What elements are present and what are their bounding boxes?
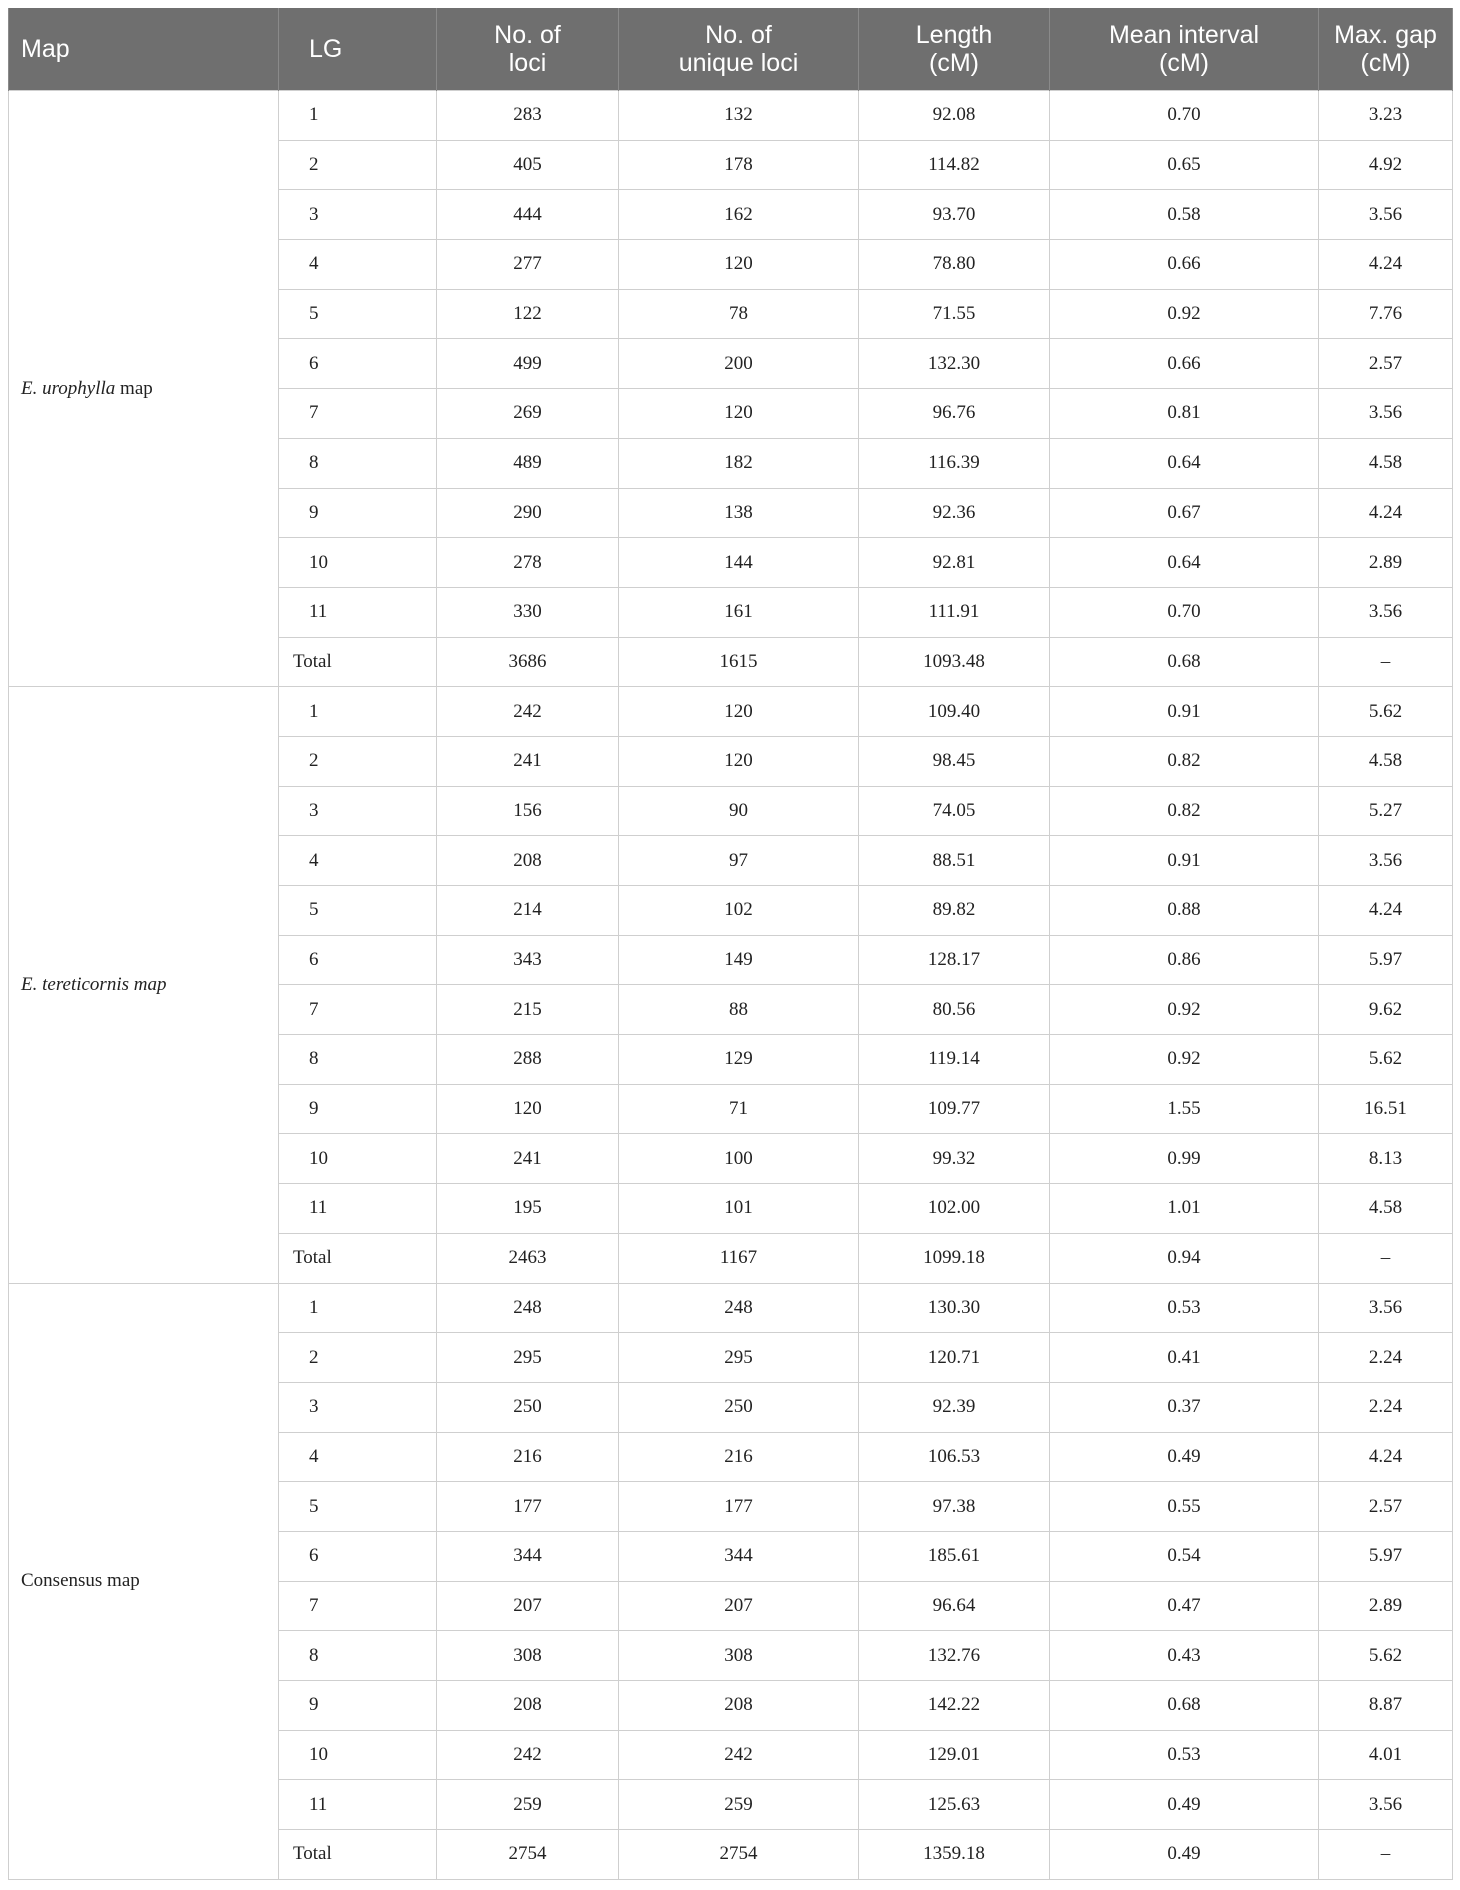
cell-no-of-unique-loci: 97: [619, 836, 859, 886]
cell-mean-interval: 0.70: [1050, 91, 1319, 141]
cell-no-of-unique-loci: 295: [619, 1333, 859, 1383]
cell-no-of-loci: 343: [437, 935, 619, 985]
cell-lg: 10: [279, 1730, 437, 1780]
cell-max-gap: 3.56: [1319, 1283, 1453, 1333]
cell-no-of-loci: 405: [437, 140, 619, 190]
map-name-suffix: map: [115, 377, 153, 399]
cell-mean-interval: 0.64: [1050, 438, 1319, 488]
cell-no-of-loci: 499: [437, 339, 619, 389]
cell-lg: Total: [279, 1830, 437, 1880]
map-species-name: E. urophylla: [21, 377, 116, 399]
cell-length: 130.30: [859, 1283, 1050, 1333]
cell-no-of-unique-loci: 308: [619, 1631, 859, 1681]
cell-mean-interval: 0.65: [1050, 140, 1319, 190]
cell-max-gap: 2.57: [1319, 339, 1453, 389]
cell-no-of-unique-loci: 177: [619, 1482, 859, 1532]
cell-no-of-loci: 269: [437, 389, 619, 439]
cell-max-gap: 5.62: [1319, 687, 1453, 737]
cell-no-of-loci: 3686: [437, 637, 619, 687]
cell-no-of-loci: 283: [437, 91, 619, 141]
cell-no-of-loci: 195: [437, 1184, 619, 1234]
cell-no-of-loci: 259: [437, 1780, 619, 1830]
cell-mean-interval: 0.58: [1050, 190, 1319, 240]
cell-no-of-unique-loci: 161: [619, 587, 859, 637]
cell-no-of-unique-loci: 102: [619, 886, 859, 936]
cell-max-gap: 2.24: [1319, 1382, 1453, 1432]
cell-lg: 9: [279, 488, 437, 538]
cell-no-of-unique-loci: 101: [619, 1184, 859, 1234]
map-name-tereticornis: [9, 687, 279, 1283]
cell-max-gap: 2.89: [1319, 538, 1453, 588]
cell-mean-interval: 0.81: [1050, 389, 1319, 439]
cell-mean-interval: 0.47: [1050, 1581, 1319, 1631]
cell-length: 92.08: [859, 91, 1050, 141]
cell-no-of-loci: 295: [437, 1333, 619, 1383]
cell-max-gap: 4.01: [1319, 1730, 1453, 1780]
cell-no-of-loci: 214: [437, 886, 619, 936]
cell-length: 106.53: [859, 1432, 1050, 1482]
cell-max-gap: 4.92: [1319, 140, 1453, 190]
cell-max-gap: 4.58: [1319, 736, 1453, 786]
table-row: [9, 1283, 1453, 1333]
cell-length: 132.76: [859, 1631, 1050, 1681]
cell-no-of-unique-loci: 78: [619, 289, 859, 339]
cell-length: 185.61: [859, 1531, 1050, 1581]
cell-no-of-unique-loci: 132: [619, 91, 859, 141]
cell-no-of-loci: 330: [437, 587, 619, 637]
cell-no-of-loci: 122: [437, 289, 619, 339]
table-row: [9, 687, 1453, 737]
cell-no-of-unique-loci: 248: [619, 1283, 859, 1333]
cell-no-of-unique-loci: 149: [619, 935, 859, 985]
cell-lg: 6: [279, 1531, 437, 1581]
cell-max-gap: 4.24: [1319, 488, 1453, 538]
cell-lg: 5: [279, 886, 437, 936]
cell-lg: 2: [279, 736, 437, 786]
cell-max-gap: 4.24: [1319, 240, 1453, 290]
cell-no-of-loci: 444: [437, 190, 619, 240]
cell-no-of-unique-loci: 120: [619, 240, 859, 290]
cell-max-gap: 3.56: [1319, 389, 1453, 439]
cell-length: 109.77: [859, 1084, 1050, 1134]
linkage-map-table-container: [8, 8, 1452, 1880]
cell-length: 109.40: [859, 687, 1050, 737]
cell-lg: Total: [279, 637, 437, 687]
cell-max-gap: 5.62: [1319, 1631, 1453, 1681]
cell-mean-interval: 0.70: [1050, 587, 1319, 637]
cell-max-gap: 8.87: [1319, 1681, 1453, 1731]
cell-no-of-unique-loci: 90: [619, 786, 859, 836]
cell-lg: 4: [279, 836, 437, 886]
cell-no-of-unique-loci: 178: [619, 140, 859, 190]
cell-mean-interval: 0.41: [1050, 1333, 1319, 1383]
cell-length: 89.82: [859, 886, 1050, 936]
cell-max-gap: 3.56: [1319, 1780, 1453, 1830]
header-length: Length (cM): [859, 8, 1050, 91]
cell-length: 96.76: [859, 389, 1050, 439]
cell-mean-interval: 0.82: [1050, 736, 1319, 786]
cell-lg: 11: [279, 587, 437, 637]
cell-no-of-loci: 215: [437, 985, 619, 1035]
cell-no-of-loci: 241: [437, 736, 619, 786]
cell-length: 88.51: [859, 836, 1050, 886]
cell-no-of-loci: 308: [437, 1631, 619, 1681]
cell-lg: 3: [279, 786, 437, 836]
cell-no-of-unique-loci: 88: [619, 985, 859, 1035]
cell-max-gap: 3.23: [1319, 91, 1453, 141]
cell-mean-interval: 0.54: [1050, 1531, 1319, 1581]
cell-length: 111.91: [859, 587, 1050, 637]
cell-no-of-loci: 288: [437, 1035, 619, 1085]
cell-max-gap: 5.97: [1319, 1531, 1453, 1581]
cell-length: 120.71: [859, 1333, 1050, 1383]
cell-lg: 1: [279, 1283, 437, 1333]
cell-mean-interval: 0.92: [1050, 985, 1319, 1035]
cell-lg: 3: [279, 190, 437, 240]
cell-max-gap: 4.24: [1319, 1432, 1453, 1482]
cell-mean-interval: 0.37: [1050, 1382, 1319, 1432]
cell-no-of-unique-loci: 1615: [619, 637, 859, 687]
cell-max-gap: 8.13: [1319, 1134, 1453, 1184]
cell-length: 102.00: [859, 1184, 1050, 1234]
table-body: [9, 91, 1453, 1880]
cell-length: 125.63: [859, 1780, 1050, 1830]
cell-lg: 8: [279, 438, 437, 488]
cell-length: 96.64: [859, 1581, 1050, 1631]
cell-mean-interval: 0.68: [1050, 1681, 1319, 1731]
cell-lg: 10: [279, 1134, 437, 1184]
cell-no-of-unique-loci: 250: [619, 1382, 859, 1432]
cell-mean-interval: 0.88: [1050, 886, 1319, 936]
cell-mean-interval: 1.55: [1050, 1084, 1319, 1134]
cell-no-of-unique-loci: 129: [619, 1035, 859, 1085]
cell-max-gap: 9.62: [1319, 985, 1453, 1035]
cell-no-of-loci: 344: [437, 1531, 619, 1581]
cell-lg: 1: [279, 687, 437, 737]
cell-no-of-unique-loci: 120: [619, 736, 859, 786]
cell-no-of-unique-loci: 344: [619, 1531, 859, 1581]
cell-lg: 6: [279, 935, 437, 985]
cell-max-gap: 7.76: [1319, 289, 1453, 339]
cell-no-of-loci: 208: [437, 1681, 619, 1731]
cell-max-gap: 3.56: [1319, 587, 1453, 637]
table-row: [9, 91, 1453, 141]
cell-length: 116.39: [859, 438, 1050, 488]
cell-lg: 1: [279, 91, 437, 141]
cell-mean-interval: 0.43: [1050, 1631, 1319, 1681]
cell-no-of-unique-loci: 200: [619, 339, 859, 389]
cell-lg: 4: [279, 1432, 437, 1482]
cell-length: 1359.18: [859, 1830, 1050, 1880]
cell-mean-interval: 1.01: [1050, 1184, 1319, 1234]
cell-no-of-loci: 2754: [437, 1830, 619, 1880]
cell-length: 119.14: [859, 1035, 1050, 1085]
header-lg: LG: [279, 8, 437, 91]
cell-mean-interval: 0.55: [1050, 1482, 1319, 1532]
cell-length: 114.82: [859, 140, 1050, 190]
cell-max-gap: 5.97: [1319, 935, 1453, 985]
cell-max-gap: –: [1319, 1233, 1453, 1283]
map-name-suffix: Consensus map: [21, 1570, 140, 1592]
cell-length: 1093.48: [859, 637, 1050, 687]
cell-no-of-unique-loci: 120: [619, 389, 859, 439]
cell-no-of-unique-loci: 138: [619, 488, 859, 538]
cell-max-gap: –: [1319, 637, 1453, 687]
cell-length: 98.45: [859, 736, 1050, 786]
cell-mean-interval: 0.53: [1050, 1730, 1319, 1780]
cell-lg: Total: [279, 1233, 437, 1283]
cell-length: 71.55: [859, 289, 1050, 339]
cell-no-of-loci: 120: [437, 1084, 619, 1134]
map-name-consensus: [9, 1283, 279, 1879]
header-max-gap: Max. gap (cM): [1319, 8, 1453, 91]
cell-length: 78.80: [859, 240, 1050, 290]
cell-length: 80.56: [859, 985, 1050, 1035]
cell-lg: 9: [279, 1681, 437, 1731]
cell-length: 99.32: [859, 1134, 1050, 1184]
cell-mean-interval: 0.64: [1050, 538, 1319, 588]
cell-lg: 8: [279, 1035, 437, 1085]
cell-max-gap: 3.56: [1319, 836, 1453, 886]
cell-no-of-loci: 241: [437, 1134, 619, 1184]
header-map: Map: [9, 8, 279, 91]
cell-length: 132.30: [859, 339, 1050, 389]
cell-lg: 5: [279, 1482, 437, 1532]
cell-lg: 3: [279, 1382, 437, 1432]
header-no-of-loci: No. of loci: [437, 8, 619, 91]
cell-mean-interval: 0.49: [1050, 1432, 1319, 1482]
cell-mean-interval: 0.86: [1050, 935, 1319, 985]
cell-no-of-unique-loci: 1167: [619, 1233, 859, 1283]
cell-mean-interval: 0.94: [1050, 1233, 1319, 1283]
cell-no-of-loci: 290: [437, 488, 619, 538]
cell-lg: 2: [279, 1333, 437, 1383]
cell-lg: 11: [279, 1184, 437, 1234]
cell-max-gap: 3.56: [1319, 190, 1453, 240]
cell-length: 129.01: [859, 1730, 1050, 1780]
cell-max-gap: 2.57: [1319, 1482, 1453, 1532]
cell-mean-interval: 0.82: [1050, 786, 1319, 836]
cell-lg: 7: [279, 985, 437, 1035]
cell-lg: 6: [279, 339, 437, 389]
cell-length: 74.05: [859, 786, 1050, 836]
cell-lg: 2: [279, 140, 437, 190]
cell-length: 1099.18: [859, 1233, 1050, 1283]
cell-no-of-unique-loci: 162: [619, 190, 859, 240]
cell-lg: 8: [279, 1631, 437, 1681]
cell-no-of-unique-loci: 208: [619, 1681, 859, 1731]
cell-no-of-unique-loci: 182: [619, 438, 859, 488]
cell-mean-interval: 0.67: [1050, 488, 1319, 538]
cell-mean-interval: 0.49: [1050, 1830, 1319, 1880]
cell-max-gap: 5.62: [1319, 1035, 1453, 1085]
cell-mean-interval: 0.91: [1050, 687, 1319, 737]
cell-no-of-loci: 277: [437, 240, 619, 290]
cell-max-gap: 4.58: [1319, 438, 1453, 488]
cell-length: 97.38: [859, 1482, 1050, 1532]
header-row: [9, 8, 1453, 91]
cell-length: 92.81: [859, 538, 1050, 588]
cell-no-of-loci: 248: [437, 1283, 619, 1333]
cell-no-of-unique-loci: 120: [619, 687, 859, 737]
linkage-map-table: [8, 8, 1453, 1880]
cell-no-of-loci: 242: [437, 1730, 619, 1780]
cell-length: 93.70: [859, 190, 1050, 240]
cell-no-of-loci: 489: [437, 438, 619, 488]
cell-no-of-loci: 2463: [437, 1233, 619, 1283]
cell-no-of-unique-loci: 242: [619, 1730, 859, 1780]
cell-lg: 11: [279, 1780, 437, 1830]
cell-no-of-unique-loci: 259: [619, 1780, 859, 1830]
cell-no-of-unique-loci: 2754: [619, 1830, 859, 1880]
cell-lg: 9: [279, 1084, 437, 1134]
map-species-name: E. tereticornis map: [21, 973, 167, 995]
cell-no-of-loci: 278: [437, 538, 619, 588]
cell-no-of-unique-loci: 144: [619, 538, 859, 588]
cell-mean-interval: 0.68: [1050, 637, 1319, 687]
cell-lg: 10: [279, 538, 437, 588]
cell-length: 142.22: [859, 1681, 1050, 1731]
cell-mean-interval: 0.66: [1050, 240, 1319, 290]
cell-no-of-loci: 216: [437, 1432, 619, 1482]
cell-no-of-loci: 242: [437, 687, 619, 737]
cell-max-gap: 4.58: [1319, 1184, 1453, 1234]
cell-lg: 7: [279, 1581, 437, 1631]
cell-max-gap: –: [1319, 1830, 1453, 1880]
cell-no-of-loci: 208: [437, 836, 619, 886]
cell-length: 128.17: [859, 935, 1050, 985]
map-name-urophylla: [9, 91, 279, 687]
cell-lg: 7: [279, 389, 437, 439]
cell-no-of-unique-loci: 207: [619, 1581, 859, 1631]
cell-max-gap: 4.24: [1319, 886, 1453, 936]
cell-mean-interval: 0.92: [1050, 1035, 1319, 1085]
cell-max-gap: 16.51: [1319, 1084, 1453, 1134]
cell-mean-interval: 0.91: [1050, 836, 1319, 886]
cell-max-gap: 2.24: [1319, 1333, 1453, 1383]
cell-mean-interval: 0.99: [1050, 1134, 1319, 1184]
cell-mean-interval: 0.92: [1050, 289, 1319, 339]
header-mean-interval: Mean interval (cM): [1050, 8, 1319, 91]
cell-max-gap: 2.89: [1319, 1581, 1453, 1631]
cell-no-of-unique-loci: 216: [619, 1432, 859, 1482]
cell-max-gap: 5.27: [1319, 786, 1453, 836]
cell-mean-interval: 0.66: [1050, 339, 1319, 389]
cell-no-of-unique-loci: 71: [619, 1084, 859, 1134]
cell-length: 92.36: [859, 488, 1050, 538]
cell-no-of-loci: 156: [437, 786, 619, 836]
cell-no-of-loci: 177: [437, 1482, 619, 1532]
cell-lg: 5: [279, 289, 437, 339]
header-no-of-unique-loci: No. of unique loci: [619, 8, 859, 91]
cell-mean-interval: 0.53: [1050, 1283, 1319, 1333]
cell-length: 92.39: [859, 1382, 1050, 1432]
cell-lg: 4: [279, 240, 437, 290]
table-header: [9, 8, 1453, 91]
cell-no-of-loci: 250: [437, 1382, 619, 1432]
cell-no-of-unique-loci: 100: [619, 1134, 859, 1184]
cell-no-of-loci: 207: [437, 1581, 619, 1631]
cell-mean-interval: 0.49: [1050, 1780, 1319, 1830]
